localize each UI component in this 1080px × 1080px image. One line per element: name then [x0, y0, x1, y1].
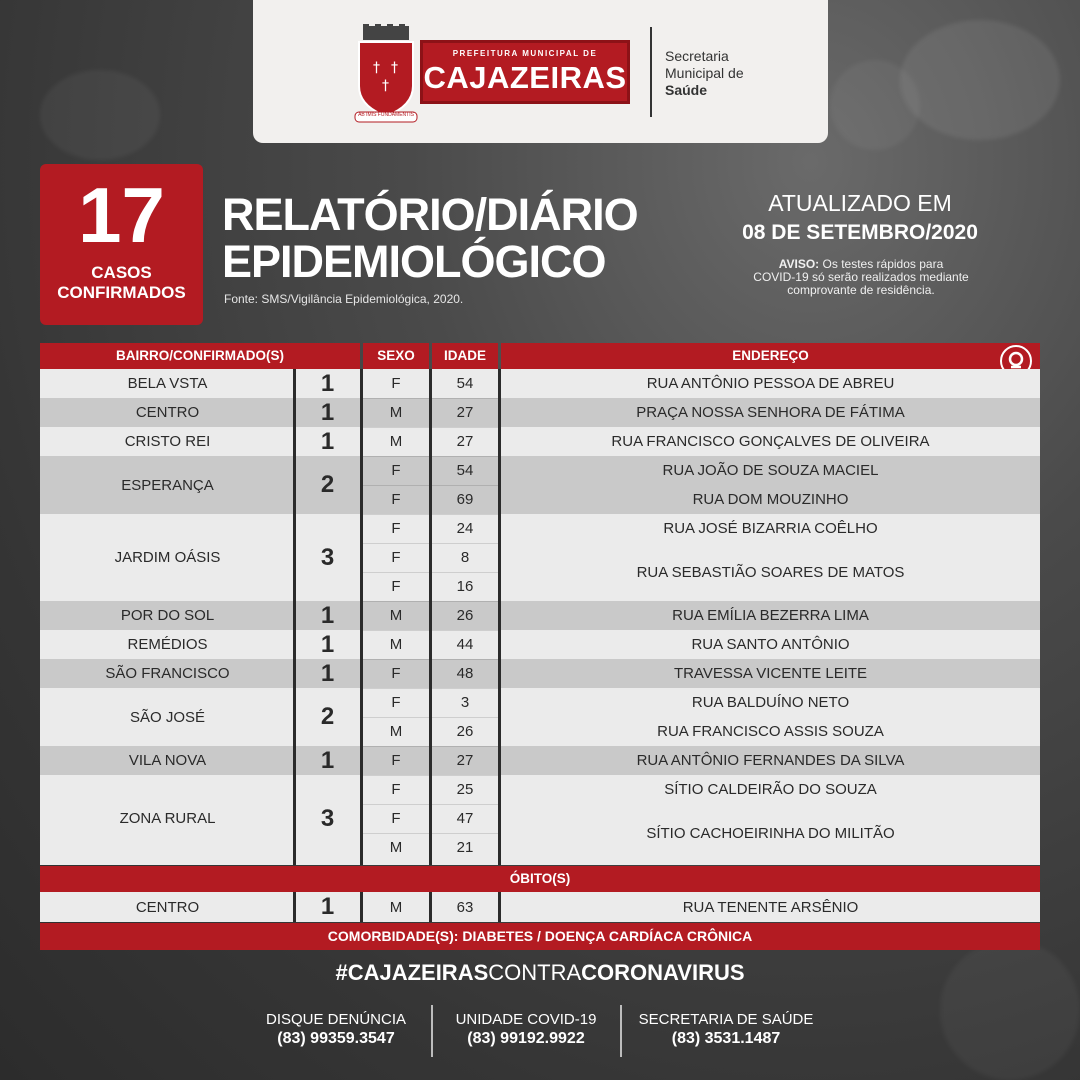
idade-cell: 48 [456, 665, 474, 682]
idade-cell: 26 [456, 607, 474, 624]
bairro-cell: POR DO SOL [120, 607, 215, 624]
crest-motto: AB IMIS FUNDAMENTIS [358, 112, 414, 118]
idade-cell: 27 [456, 404, 474, 421]
source-note: Fonte: SMS/Vigilância Epidemiológica, 2020. [224, 292, 464, 306]
bairro-cell: JARDIM OÁSIS [114, 549, 221, 566]
confirmed-count-cell: 1 [320, 630, 335, 658]
obitos-header: ÓBITO(S) [40, 866, 1040, 892]
cases-table [40, 343, 1040, 865]
bairro-cell: CRISTO REI [124, 433, 211, 450]
sexo-cell: F [391, 781, 401, 798]
city-logo-banner [420, 40, 630, 104]
cases-label: CASOS [91, 263, 152, 282]
idade-cell: 27 [456, 433, 474, 450]
endereco-cell: TRAVESSA VICENTE LEITE [673, 665, 868, 682]
confirmed-count-cell: 1 [320, 427, 335, 455]
confirmed-count-cell: 2 [320, 471, 335, 498]
endereco-cell: RUA JOÃO DE SOUZA MACIEL [662, 462, 879, 479]
idade-cell: 27 [456, 752, 474, 769]
column-header-endereco: ENDEREÇO [501, 343, 1040, 369]
updated-label: ATUALIZADO EM [768, 190, 952, 216]
contact-divider [620, 1005, 622, 1057]
column-header-idade: IDADE [432, 343, 498, 369]
column-divider [429, 369, 432, 865]
confirmed-cases-box [40, 164, 203, 325]
sexo-cell: F [391, 462, 401, 479]
idade-cell: 3 [460, 694, 470, 711]
bairro-cell: ESPERANÇA [121, 476, 214, 494]
sexo-cell: M [389, 404, 403, 421]
bairro-cell: SÃO FRANCISCO [105, 665, 230, 682]
idade-cell: 21 [456, 839, 474, 856]
svg-text:†: † [373, 60, 380, 76]
city-name: CAJAZEIRAS [423, 60, 627, 95]
endereco-cell: PRAÇA NOSSA SENHORA DE FÁTIMA [636, 404, 905, 421]
sexo-cell: F [391, 375, 401, 392]
confirmed-count-cell: 2 [320, 703, 335, 730]
confirmed-count-cell: 1 [320, 659, 335, 687]
bairro-cell: ZONA RURAL [119, 810, 216, 827]
obito-count: 1 [320, 893, 335, 920]
page-title-line1: RELATÓRIO/DIÁRIO [222, 189, 638, 240]
confirmed-count-cell: 1 [320, 746, 335, 774]
endereco-cell: SÍTIO CACHOEIRINHA DO MILITÃO [646, 824, 895, 842]
updated-date: 08 DE SETEMBRO/2020 [742, 221, 978, 244]
bairro-cell: VILA NOVA [128, 752, 207, 769]
sexo-cell: F [391, 491, 401, 508]
idade-cell: 16 [456, 578, 474, 595]
background-virus-shape [40, 70, 160, 160]
idade-cell: 24 [456, 520, 474, 537]
confirmed-count-cell: 1 [320, 601, 335, 629]
sexo-cell: M [389, 433, 403, 450]
svg-text:†: † [382, 78, 389, 94]
endereco-cell: RUA FRANCISCO ASSIS SOUZA [657, 723, 884, 740]
endereco-cell: RUA FRANCISCO GONÇALVES DE OLIVEIRA [611, 433, 930, 450]
sexo-cell: F [391, 549, 401, 566]
endereco-cell: RUA DOM MOUZINHO [692, 491, 849, 508]
campaign-hashtag: #CAJAZEIRASCONTRACORONAVIRUS [335, 960, 745, 985]
idade-cell: 44 [456, 636, 474, 653]
column-divider [360, 369, 363, 865]
prefeitura-label: PREFEITURA MUNICIPAL DE [452, 49, 598, 58]
idade-cell: 25 [456, 781, 474, 798]
bairro-cell: CENTRO [135, 404, 200, 421]
sexo-cell: F [391, 752, 401, 769]
idade-cell: 54 [456, 462, 474, 479]
notice-text: AVISO: Os testes rápidos para COVID-19 só serão realizados mediante comprovante de residência. [753, 257, 969, 297]
endereco-cell: RUA EMÍLIA BEZERRA LIMA [672, 607, 869, 624]
confirmed-count-cell: 3 [320, 543, 335, 571]
endereco-cell: RUA ANTÔNIO PESSOA DE ABREU [646, 375, 895, 392]
endereco-cell: RUA JOSÉ BIZARRIA COÊLHO [663, 520, 878, 537]
obito-bairro: CENTRO [135, 898, 200, 916]
table-body [40, 369, 1040, 865]
bairro-cell: REMÉDIOS [127, 636, 208, 653]
background-virus-shape [830, 60, 920, 150]
idade-cell: 54 [456, 375, 474, 392]
endereco-cell: RUA SANTO ANTÔNIO [691, 636, 850, 653]
idade-cell: 26 [456, 723, 474, 740]
endereco-cell: RUA ANTÔNIO FERNANDES DA SILVA [636, 752, 905, 769]
sexo-cell: F [391, 520, 401, 537]
sexo-cell: M [389, 723, 403, 740]
idade-cell: 8 [460, 549, 470, 566]
obito-endereco: RUA TENENTE ARSÊNIO [682, 898, 859, 916]
column-divider [293, 369, 296, 865]
bairro-cell: BELA VSTA [127, 375, 208, 392]
background-virus-shape [900, 20, 1060, 140]
endereco-cell: RUA BALDUÍNO NETO [691, 694, 850, 711]
secretaria-label: Secretaria Municipal de Saúde [665, 48, 744, 98]
sexo-cell: M [389, 636, 403, 653]
header-divider [650, 27, 652, 117]
idade-cell: 69 [456, 491, 474, 508]
obito-row [40, 892, 1040, 922]
contact-unidade-covid: UNIDADE COVID-19 (83) 99192.9922 [455, 1011, 597, 1047]
sexo-cell: F [391, 665, 401, 682]
obito-idade: 63 [456, 898, 474, 916]
column-header-bairro: BAIRRO/CONFIRMADO(S) [40, 343, 360, 369]
bairro-cell: SÃO JOSÉ [129, 708, 206, 726]
idade-cell: 47 [456, 810, 474, 827]
sexo-cell: M [389, 839, 403, 856]
column-divider [498, 369, 501, 865]
svg-text:†: † [391, 60, 398, 76]
sexo-cell: M [389, 607, 403, 624]
confirmed-cases-count: 17 [78, 171, 165, 259]
contact-disque-denuncia: DISQUE DENÚNCIA (83) 99359.3547 [265, 1011, 407, 1047]
contact-secretaria-saude: SECRETARIA DE SAÚDE (83) 3531.1487 [638, 1011, 814, 1047]
column-header-sexo: SEXO [363, 343, 429, 369]
confirmed-count-cell: 3 [320, 804, 335, 832]
confirmed-count-cell: 1 [320, 398, 335, 426]
confirmed-count-cell: 1 [320, 369, 335, 397]
sexo-cell: F [391, 810, 401, 827]
obito-sexo: M [389, 898, 403, 916]
sexo-cell: F [391, 694, 401, 711]
city-crest-icon [353, 24, 419, 124]
endereco-cell: RUA SEBASTIÃO SOARES DE MATOS [636, 563, 905, 581]
confirmed-label: CONFIRMADOS [57, 283, 186, 302]
comorbidities-bar: COMORBIDADE(S): DIABETES / DOENÇA CARDÍACA CRÔNICA [40, 923, 1040, 950]
sexo-cell: F [391, 578, 401, 595]
page-title-line2: EPIDEMIOLÓGICO [222, 236, 606, 287]
endereco-cell: SÍTIO CALDEIRÃO DO SOUZA [664, 781, 877, 798]
